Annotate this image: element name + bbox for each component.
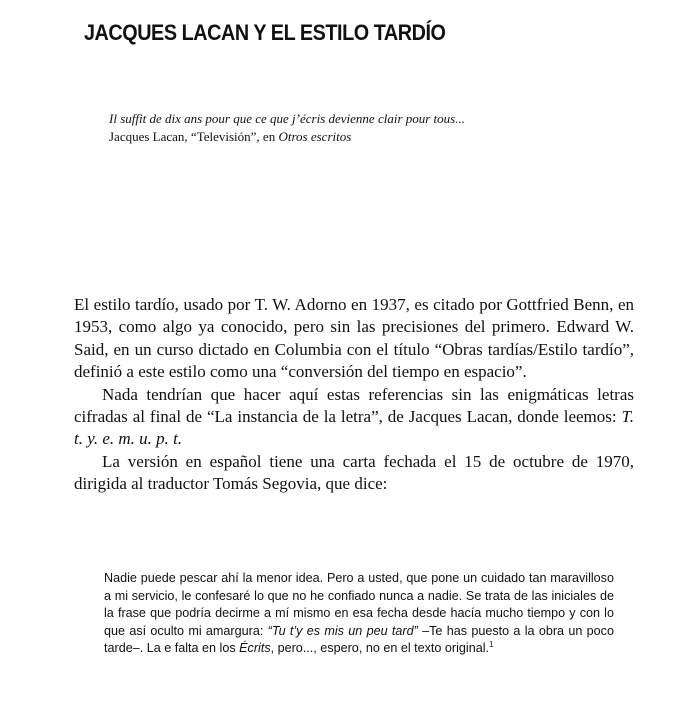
- paragraph-3: La versión en español tiene una carta fechada el 15 de octubre de 1970, dirigida al traductor Tomás Segovia, que dice:: [74, 451, 634, 494]
- block-quote-part-2: –Te has puesto a la obra un poco tarde–. La e falta en los: [104, 623, 614, 655]
- footnote-marker[interactable]: 1: [489, 639, 494, 649]
- block-quote: [104, 570, 614, 658]
- block-quote-part-1: Nadie puede pescar ahí la menor idea. Pero a usted, que pone un cuidado tan maravilloso a mi servicio, le confesaré lo que no he confiado nunca a nadie. Se trata de las iniciales de la frase que podría decirme a mí mismo en esa fecha desde hacía mucho tiempo y con lo que así oculto mi amargura:: [104, 571, 614, 638]
- epigraph: [109, 110, 529, 146]
- chapter-title: JACQUES LACAN Y EL ESTILO TARDÍO: [84, 20, 446, 45]
- epigraph-quote: Il suffit de dix ans pour que ce que j’écris devienne clair pour tous...: [109, 111, 465, 126]
- paragraph-2: [74, 384, 634, 451]
- epigraph-attribution: [109, 128, 529, 146]
- paragraph-1: El estilo tardío, usado por T. W. Adorno en 1937, es citado por Gottfried Benn, en 1953, como algo ya conocido, pero sin las precisiones del primero. Edward W. Said, en un curso dictado en Columbia con el título “Obras tardías/Estilo tardío”, definió a este estilo como una “conversión del tiempo en espacio”.: [74, 295, 634, 382]
- epigraph-work: Otros escritos: [278, 129, 352, 144]
- cipher-letters: T. t. y. e. m. u. p. t.: [74, 407, 634, 449]
- block-quote-part-3: , pero..., espero, no en el texto original.: [270, 641, 490, 655]
- paragraph-2-text: Nada tendrían que hacer aquí estas referencias sin las enigmáticas letras cifradas al final de “La instancia de la letra”, de Jacques Lacan, donde leemos:: [74, 384, 634, 427]
- block-quote-phrase: “Tu t’y es mis un peu tard”: [267, 623, 418, 638]
- body-text: [74, 294, 634, 496]
- epigraph-author: Jacques Lacan, “Televisión”, en: [109, 129, 279, 144]
- block-quote-work: Écrits: [239, 641, 271, 655]
